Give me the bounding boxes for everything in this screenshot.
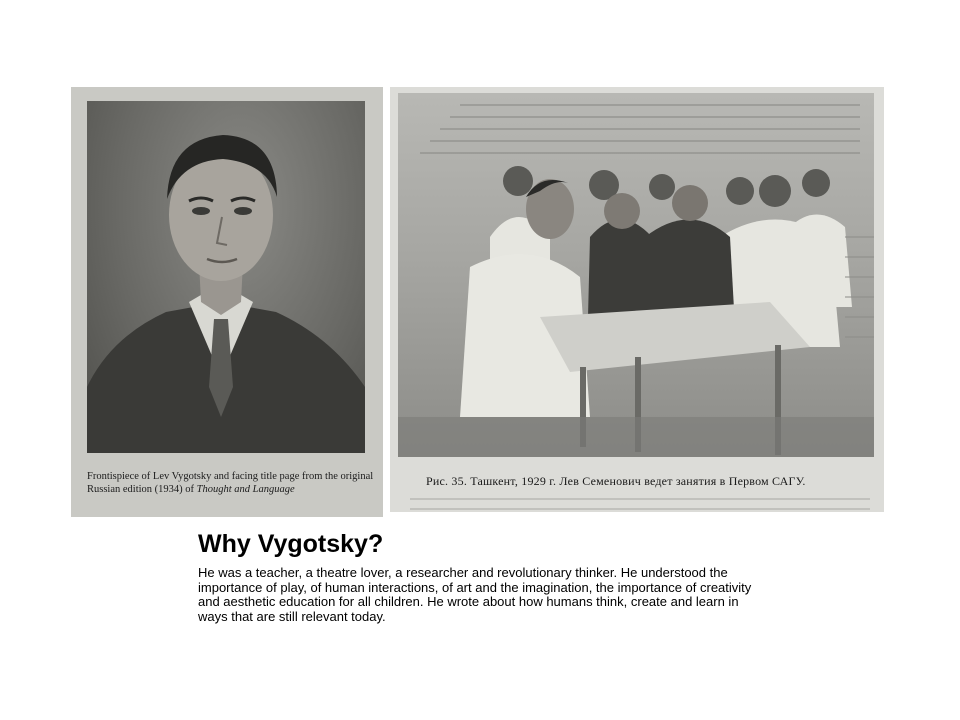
slide-heading: Why Vygotsky? <box>198 530 384 558</box>
portrait-caption-text: Frontispiece of Lev Vygotsky and facing title page from the original Russian edition (1934) of <box>87 471 374 495</box>
group-illustration <box>390 87 884 512</box>
tashkent-group-photo <box>390 87 884 512</box>
portrait-caption <box>87 470 377 496</box>
portrait-illustration <box>71 87 383 517</box>
slide-body-text: He was a teacher, a theatre lover, a researcher and revolutionary thinker. He understood the importance of play, of human interactions, of art and the imagination, the importance of creativity and aesthetic education for all children. He wrote about how humans think, create and learn in ways that are still relevant today. <box>198 565 752 624</box>
portrait-caption-book-title: Thought and Language <box>196 484 295 495</box>
group-photo-caption: Рис. 35. Ташкент, 1929 г. Лев Семенович ведет занятия в Первом САГУ. <box>426 474 806 488</box>
vygotsky-portrait-photo <box>71 87 383 517</box>
